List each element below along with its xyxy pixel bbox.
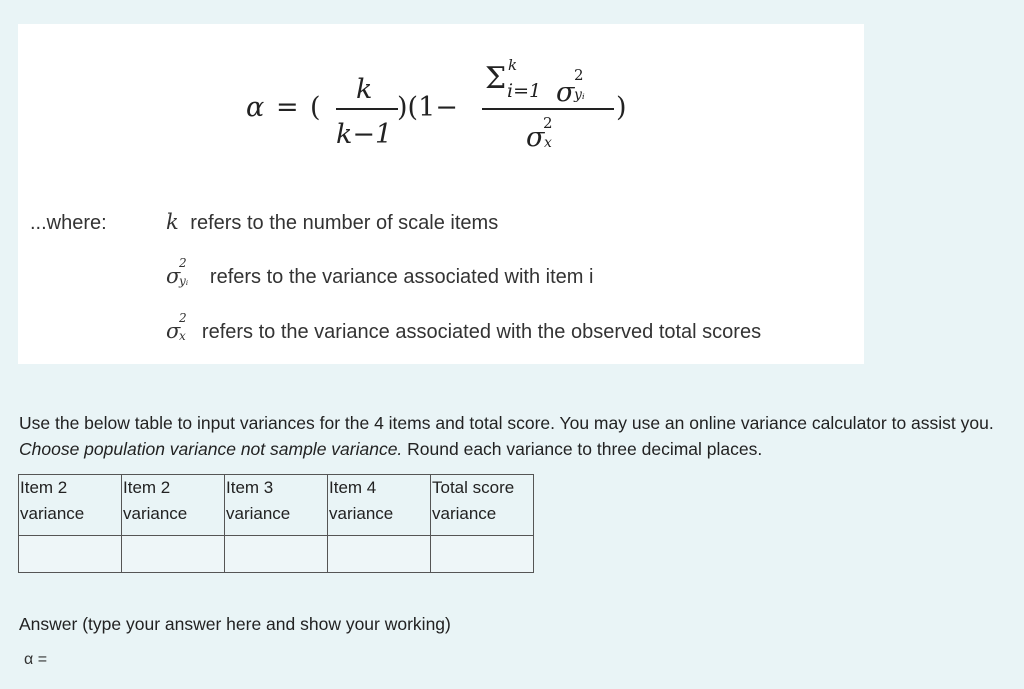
formula-sigma-x-sub: x — [544, 135, 552, 151]
header-item-3: Item 3 variance — [225, 475, 328, 536]
def-sup: 2 — [179, 256, 187, 270]
instructions-part2: Round each variance to three decimal places. — [402, 439, 763, 459]
def-sub: yᵢ — [179, 274, 189, 288]
def-text: refers to the number of scale items — [190, 212, 499, 234]
formula-sigma-y-sq: 2 — [574, 66, 584, 84]
formula-sigma-x: σ — [526, 122, 545, 153]
formula-k-minus-1: k−1 — [336, 119, 393, 150]
formula-sigma-x-sq: 2 — [543, 114, 553, 132]
input-cell-item-3[interactable] — [225, 536, 328, 573]
answer-label: Answer (type your answer here and show your working) — [19, 614, 451, 634]
def-sigma: σ — [166, 264, 181, 288]
definition-sigma-yi — [166, 256, 594, 289]
definition-sigma-x — [166, 311, 762, 344]
table-header-row — [19, 475, 534, 536]
definition-k — [166, 210, 498, 235]
instructions-part1: Use the below table to input variances for the 4 items and total score. You may use an online variance calculator to assist you. — [19, 413, 994, 433]
where-label: ...where: — [30, 212, 107, 234]
formula-k-numerator: k — [356, 74, 373, 105]
def-sigma: σ — [166, 319, 181, 343]
input-cell-item-2b[interactable] — [122, 536, 225, 573]
header-item-2a: Item 2 variance — [19, 475, 122, 536]
instructions-emphasis: Choose population variance not sample variance. — [19, 439, 403, 459]
formula-one-minus: )(1− — [397, 92, 458, 123]
formula-sigma-y: σ — [556, 77, 575, 108]
header-total-score: Total score variance — [431, 475, 534, 536]
formula-alpha: α — [246, 92, 265, 123]
cronbach-alpha-formula — [18, 24, 864, 194]
header-item-2b: Item 2 variance — [122, 475, 225, 536]
def-text: refers to the variance associated with item i — [209, 266, 594, 288]
formula-equals: = — [276, 92, 299, 123]
fraction-bar-2 — [482, 108, 614, 110]
header-item-4: Item 4 variance — [328, 475, 431, 536]
formula-close-paren: ) — [616, 92, 627, 123]
instructions-text — [19, 410, 1009, 462]
input-cell-item-2a[interactable] — [19, 536, 122, 573]
def-sub: x — [179, 329, 186, 343]
def-symbol-sigma-x — [166, 311, 190, 343]
alpha-answer-line[interactable]: α = — [24, 651, 48, 668]
formula-open-paren: ( — [310, 92, 321, 123]
def-text: refers to the variance associated with the observed total scores — [201, 321, 762, 343]
input-cell-item-4[interactable] — [328, 536, 431, 573]
formula-sum-sign: Σ — [485, 61, 507, 96]
fraction-bar-1 — [336, 108, 398, 110]
formula-sum-upper: k — [508, 56, 518, 74]
def-symbol-sigma-yi — [166, 256, 198, 288]
table-input-row — [19, 536, 534, 573]
formula-sigma-y-sub: yᵢ — [574, 87, 585, 103]
formula-sum-lower: i=1 — [507, 80, 542, 102]
variance-table — [18, 474, 534, 573]
input-cell-total-score[interactable] — [431, 536, 534, 573]
formula-card — [18, 24, 864, 364]
def-symbol-k: k — [166, 210, 179, 234]
def-sup: 2 — [179, 311, 187, 325]
